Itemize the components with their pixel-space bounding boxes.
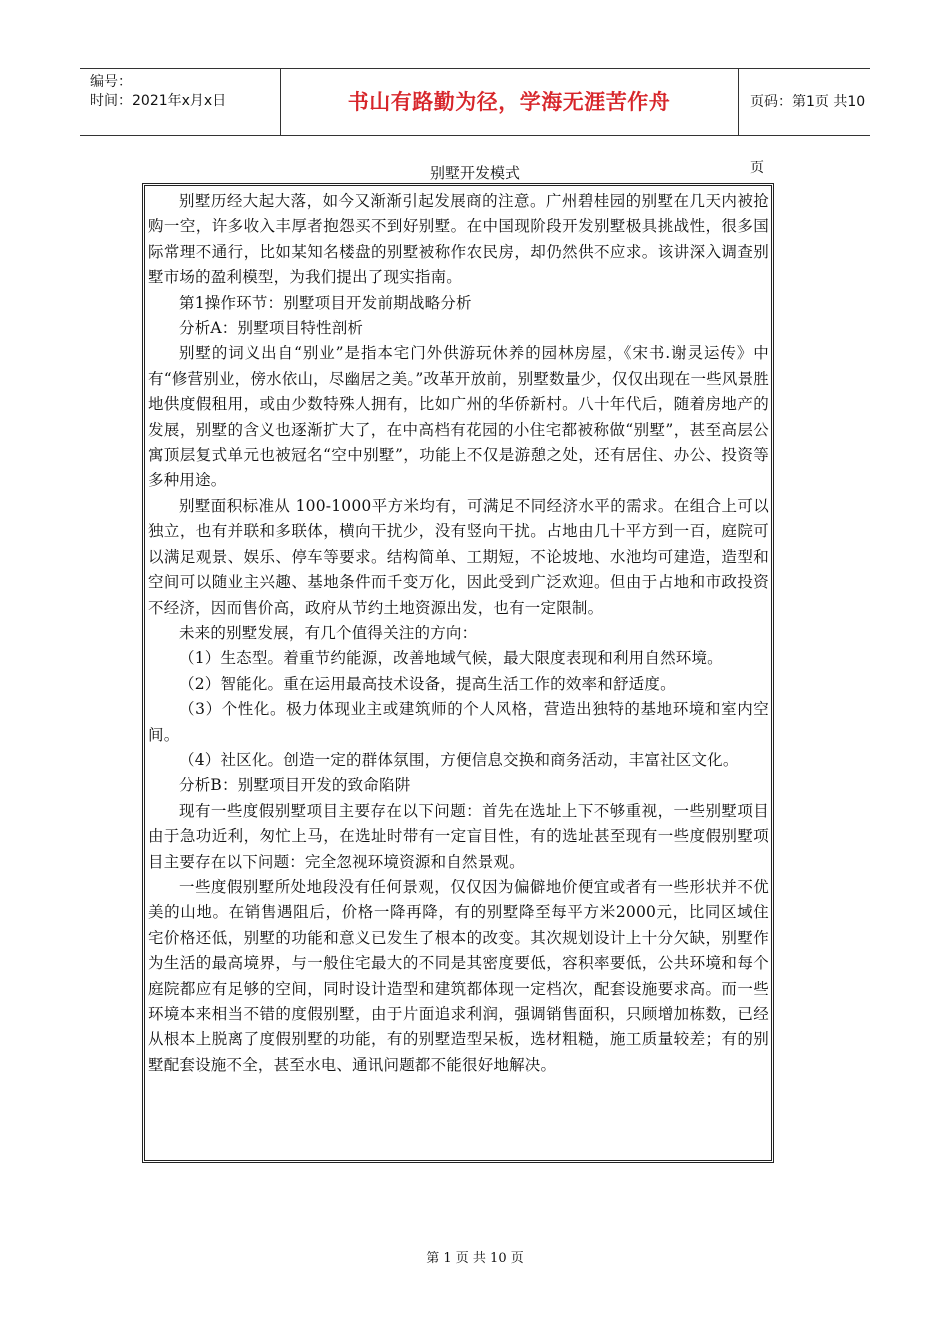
paragraph-villa-definition: 别墅的词义出自“别业”是指本宅门外供游玩休养的园林房屋，《宋书.谢灵运传》中有“修营别业，傍水依山，尽幽居之美。”改革开放前，别墅数量少，仅仅出现在一些风景胜地供度假租用，或由少数特殊人拥有，比如广州的华侨新村。八十年代后，随着房地产的发展，别墅的含义也逐渐扩大了，在中高档有花园的小住宅都被称做“别墅”，甚至高层公寓顶层复式单元也被冠名“空中别墅”，功能上不仅是游憩之处，还有居住、办公、投资等多种用途。	[148, 344, 769, 490]
list-item-community: （4）社区化。创造一定的群体氛围，方便信息交换和商务活动，丰富社区文化。	[179, 750, 739, 769]
header-motto: 书山有路勤为径，学海无涯苦作舟	[347, 90, 671, 114]
subsection-heading-analysis-a: 分析A：别墅项目特性剖析	[179, 319, 364, 338]
header-meta	[90, 73, 226, 111]
paragraph-existing-problems: 现有一些度假别墅项目主要存在以下问题：首先在选址上下不够重视，一些别墅项目由于急功近利，匆忙上马，在选址时带有一定盲目性，有的选址甚至现有一些度假别墅项目主要存在以下问题：完全忽视环境资源和自然景观。	[148, 801, 769, 871]
document-title: 别墅开发模式	[429, 164, 520, 182]
document-number-label: 编号：	[90, 74, 132, 90]
content-frame	[142, 183, 774, 1163]
header-page-info: 页码：第1页 共10页	[750, 94, 866, 176]
paragraph-intro: 别墅历经大起大落，如今又渐渐引起发展商的注意。广州碧桂园的别墅在几天内被抢购一空，许多收入丰厚者抱怨买不到好别墅。在中国现阶段开发别墅极具挑战性，很多国际常理不通行，比如某知名楼盘的别墅被称作农民房，却仍然供不应求。该讲深入调查别墅市场的盈利模型，为我们提出了现实指南。	[148, 192, 769, 287]
list-item-ecological: （1）生态型。着重节约能源，改善地域气候，最大限度表现和利用自然环境。	[179, 649, 723, 668]
paragraph-location-issues: 一些度假别墅所处地段没有任何景观，仅仅因为偏僻地价便宜或者有一些形状并不优美的山地。在销售遇阻后，价格一降再降，有的别墅降至每平方米2000元，比同区域住宅价格还低，别墅的功能和意义已发生了根本的改变。其次规划设计上十分欠缺，别墅作为生活的最高境界，与一般住宅最大的不同是其密度要低，容积率要低，公共环境和每个庭院都应有足够的空间，同时设计造型和建筑都体现一定档次，配套设施要求高。而一些环境本来相当不错的度假别墅，由于片面追求利润，强调销售面积，只顾增加栋数，已经从根本上脱离了度假别墅的功能，有的别墅造型呆板，选材粗糙，施工质量较差；有的别墅配套设施不全，甚至水电、通讯问题都不能很好地解决。	[148, 877, 769, 1074]
header-divider-right	[738, 69, 739, 135]
document-date: 时间：2021年x月x日	[90, 93, 227, 109]
list-item-intelligent: （2）智能化。重在运用最高技术设备，提高生活工作的效率和舒适度。	[179, 674, 676, 693]
section-heading-step1: 第1操作环节：别墅项目开发前期战略分析	[179, 293, 472, 312]
paragraph-villa-area: 别墅面积标准从 100-1000平方米均有，可满足不同经济水平的需求。在组合上可以独立，也有并联和多联体，横向干扰少，没有竖向干扰。占地由几十平方到一百，庭院可以满足观景、娱乐、停车等要求。结构简单、工期短，不论坡地、水池均可建造，造型和空间可以随业主兴趣、基地条件而千变万化，因此受到广泛欢迎。但由于占地和市政投资不经济，因而售价高，政府从节约土地资源出发，也有一定限制。	[148, 496, 769, 617]
list-item-personalized: （3）个性化。极力体现业主或建筑师的个人风格，营造出独特的基地环境和室内空间。	[148, 700, 769, 744]
paragraph-future-directions: 未来的别墅发展，有几个值得关注的方向：	[179, 623, 478, 642]
subsection-heading-analysis-b: 分析B：别墅项目开发的致命陷阱	[179, 776, 411, 795]
page-footer: 第 1 页 共 10 页	[426, 1251, 524, 1266]
content-body	[144, 185, 772, 1161]
